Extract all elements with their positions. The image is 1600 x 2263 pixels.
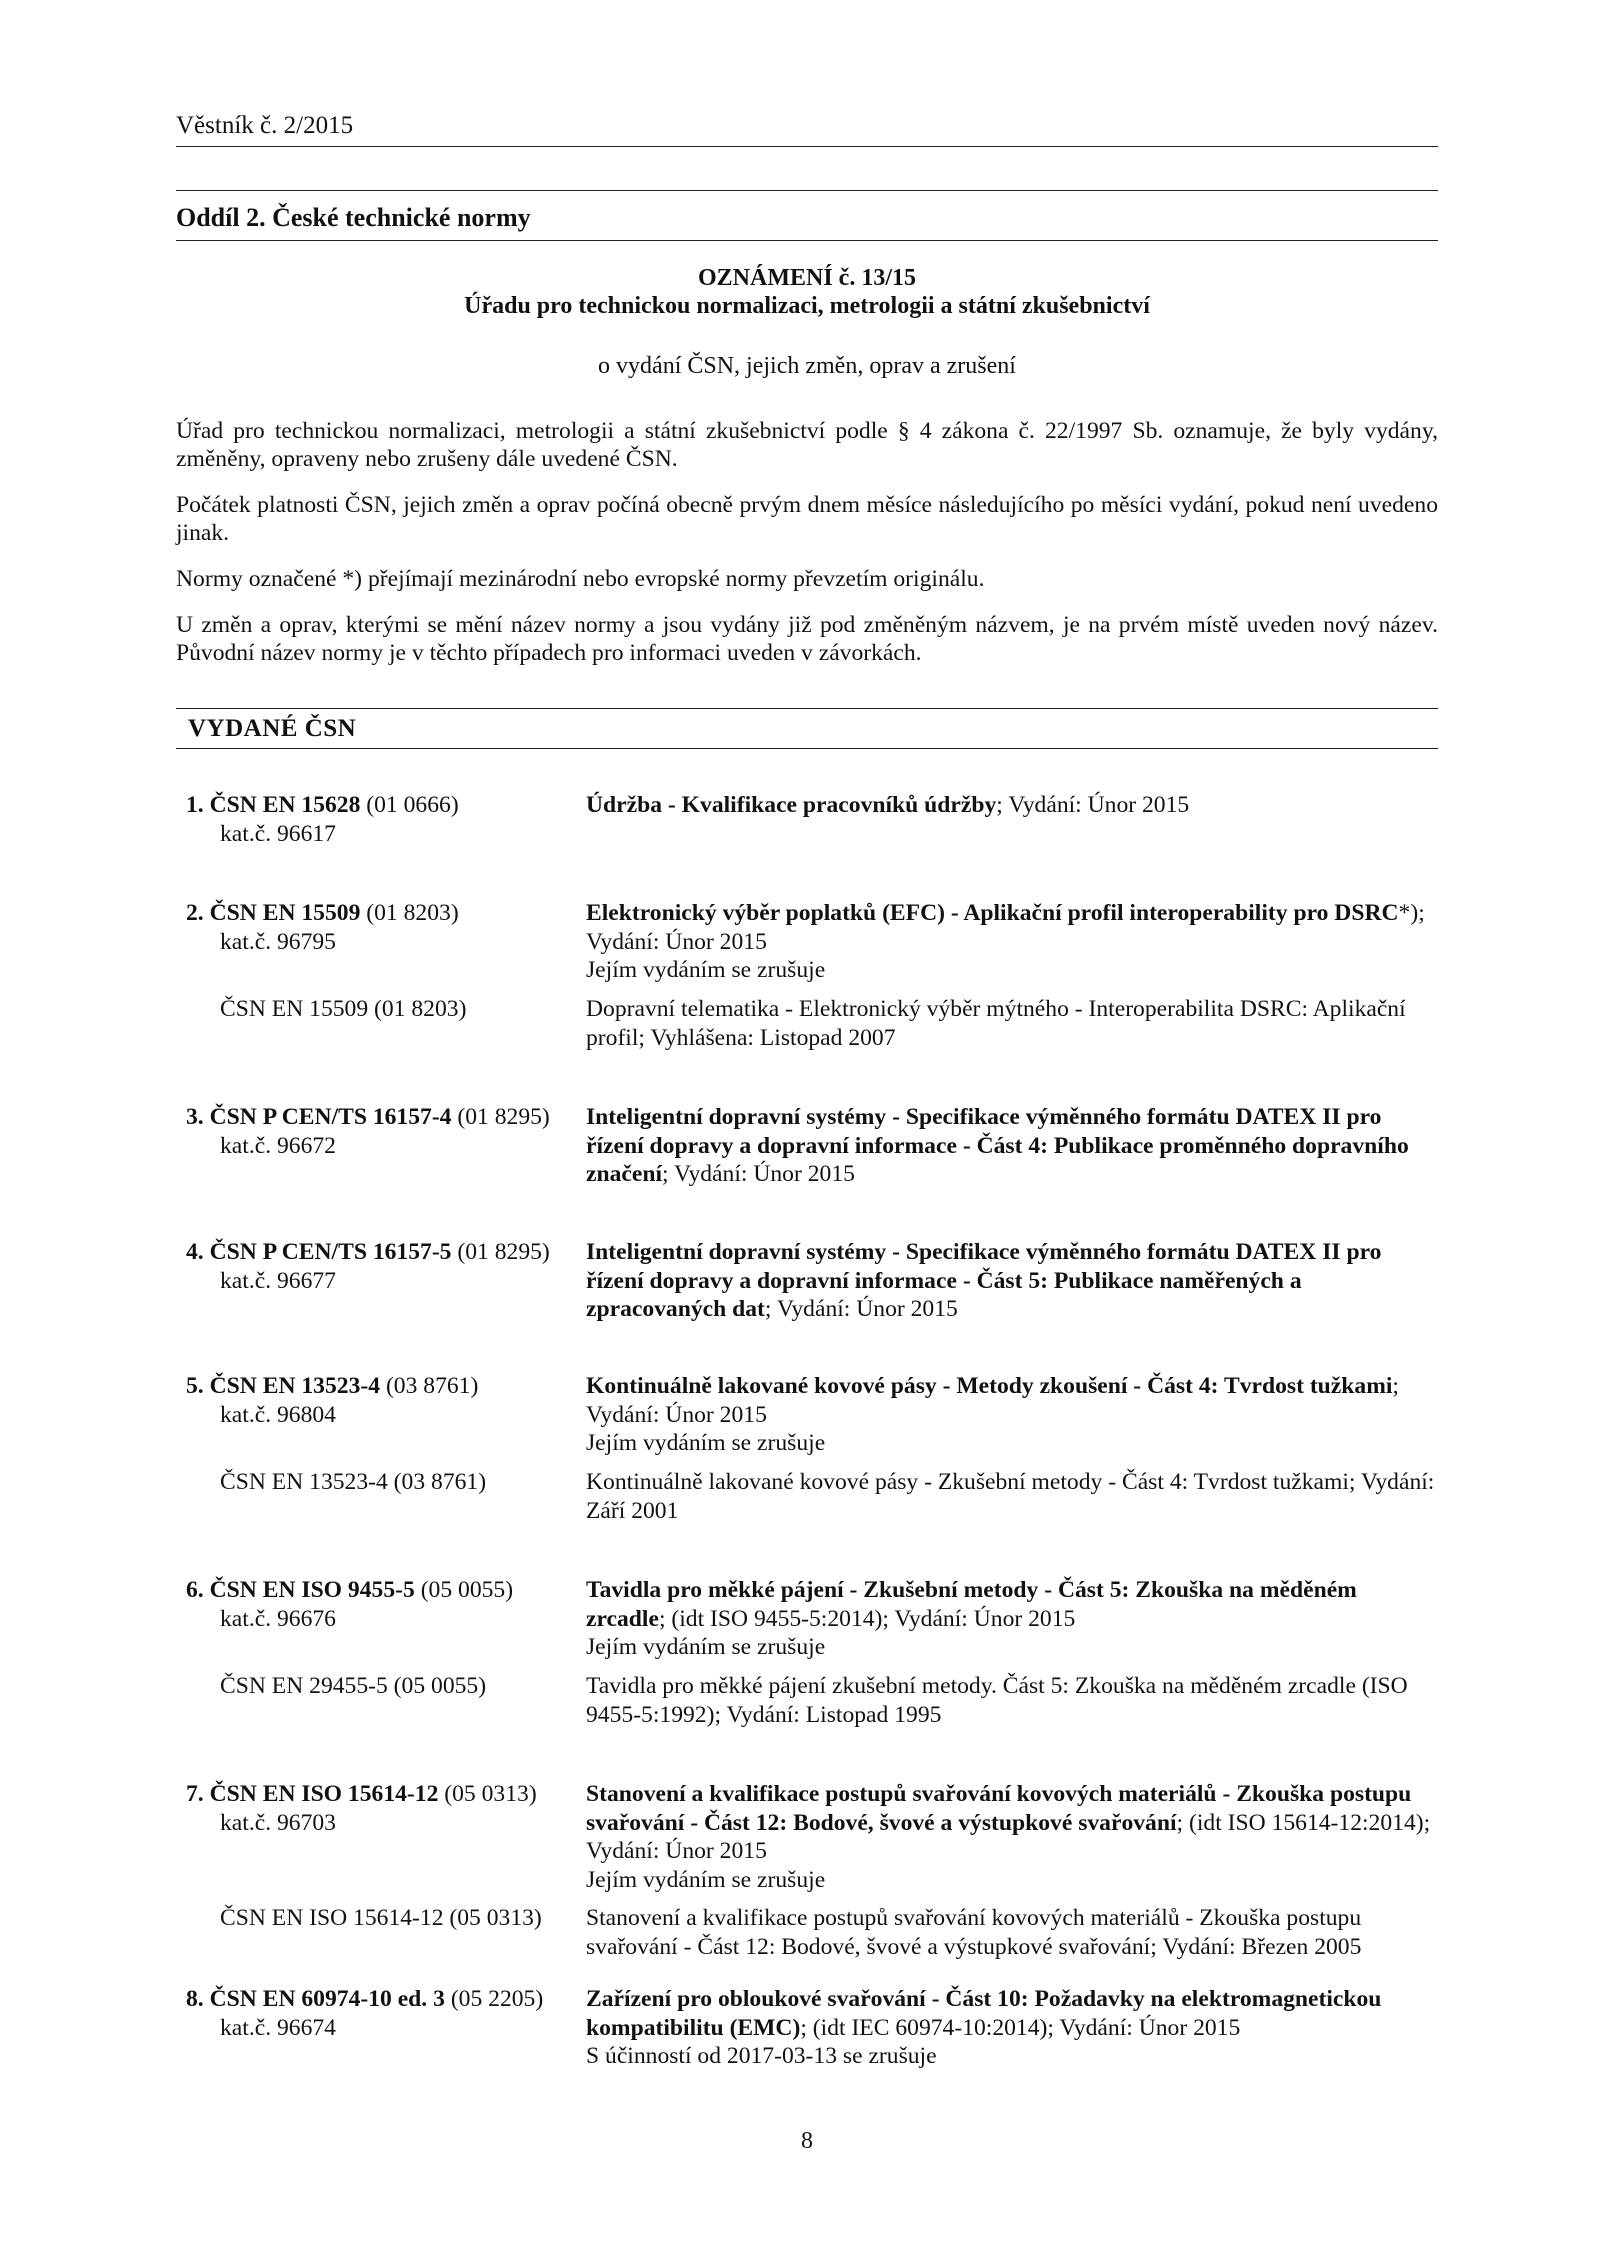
entry-identifier: 3. ČSN P CEN/TS 16157-4 (01 8295) kat.č. 96672 [186,1103,586,1160]
page-number: 8 [801,2128,813,2154]
cancels-note: Jejím vydáním se zrušuje [586,957,826,984]
entry-identifier: 6. ČSN EN ISO 9455-5 (05 0055) kat.č. 96676 [186,1576,586,1633]
notice-about: o vydání ČSN, jejich změn, oprav a zrušení [598,353,1016,379]
issued-rule-top [176,708,1438,709]
entry-description: Zařízení pro obloukové svařování - Část 10: Požadavky na elektromagnetickou kompatibilitu (EMC); (idt IEC 60974-10:2014); Vydání: Únor 2015 S účinností od 2017-03-13 se zrušuje [586,1985,1438,2071]
replaced-code: ČSN EN ISO 15614-12 (05 0313) [220,1905,542,1931]
standard-title: Údržba - Kvalifikace pracovníků údržby [586,792,997,818]
catalog-number: kat.č. 96617 [220,820,336,847]
standard-title: Kontinuálně lakované kovové pásy - Metody zkoušení - Část 4: Tvrdost tužkami [586,1373,1393,1399]
cancels-note: Jejím vydáním se zrušuje [586,1866,826,1893]
adoption-paragraph: Normy označené *) přejímají mezinárodní nebo evropské normy převzetím originálu. [176,566,985,592]
header-rule [176,146,1438,147]
standard-title: Tavidla pro měkké pájení - Zkušební metody - Část 5: Zkouška na měděném zrcadle [586,1577,1357,1632]
catalog-number: kat.č. 96672 [220,1132,336,1159]
replaced-description: Kontinuálně lakované kovové pásy - Zkušební metody - Část 4: Tvrdost tužkami; Vydání: Září 2001 [586,1469,1435,1524]
entry-description: Kontinuálně lakované kovové pásy - Metody zkoušení - Část 4: Tvrdost tužkami; Vydání: Únor 2015 Jejím vydáním se zrušuje [586,1372,1438,1458]
replaced-description: Dopravní telematika - Elektronický výběr mýtného - Interoperabilita DSRC: Aplikační profil; Vyhlášena: Listopad 2007 [586,996,1406,1051]
replaced-code: ČSN EN 29455-5 (05 0055) [220,1673,487,1699]
cancels-note: Jejím vydáním se zrušuje [586,1634,826,1661]
cancels-note: S účinností od 2017-03-13 se zrušuje [586,2043,937,2070]
entry-identifier: 8. ČSN EN 60974-10 ed. 3 (05 2205) kat.č. 96674 [186,1985,586,2042]
standard-title: Inteligentní dopravní systémy - Specifikace výměnného formátu DATEX II pro řízení dopravy a dopravní informace - Část 5: Publikace naměřených a zpracovaných dat [586,1239,1382,1323]
replaced-description: Stanovení a kvalifikace postupů svařování kovových materiálů - Zkouška postupu svařování - Část 12: Bodové, švové a výstupkové svařování; Vydání: Březen 2005 [586,1905,1362,1960]
catalog-number: kat.č. 96674 [220,2014,336,2041]
section-rule-bottom [176,240,1438,241]
entry-description: Inteligentní dopravní systémy - Specifikace výměnného formátu DATEX II pro řízení dopravy a dopravní informace - Část 4: Publikace proměnného dopravního značení; Vydání: Únor 2015 [586,1104,1409,1188]
standard-title: Elektronický výběr poplatků (EFC) - Aplikační profil interoperability pro DSRC [586,900,1399,926]
title-change-paragraph: U změn a oprav, kterými se mění název normy a jsou vydány již pod změněným názvem, je na prvém místě uveden nový název. Původní název normy je v těchto případech pro informaci uveden v závorkách. [176,612,1438,666]
running-head: Věstník č. 2/2015 [176,112,354,139]
entry-identifier: 7. ČSN EN ISO 15614-12 (05 0313) kat.č. 96703 [186,1780,586,1837]
replaced-description: Tavidla pro měkké pájení zkušební metody. Část 5: Zkouška na měděném zrcadle (ISO 9455-5:1992); Vydání: Listopad 1995 [586,1673,1408,1728]
notice-subtitle: Úřadu pro technickou normalizaci, metrologii a státní zkušebnictví [464,293,1150,319]
catalog-number: kat.č. 96795 [220,928,336,955]
standard-title: Stanovení a kvalifikace postupů svařování kovových materiálů - Zkouška postupu svařování - Část 12: Bodové, švové a výstupkové svařování [586,1781,1412,1836]
validity-paragraph: Počátek platnosti ČSN, jejich změn a oprav počíná obecně prvým dnem měsíce následujícího po měsíci vydání, pokud není uvedeno jinak. [176,492,1438,546]
entry-identifier: 5. ČSN EN 13523-4 (03 8761) kat.č. 96804 [186,1372,586,1429]
catalog-number: kat.č. 96676 [220,1605,336,1632]
section-rule-top [176,190,1438,191]
catalog-number: kat.č. 96703 [220,1809,336,1836]
entry-description: Stanovení a kvalifikace postupů svařování kovových materiálů - Zkouška postupu svařování - Část 12: Bodové, švové a výstupkové svařování; (idt ISO 15614-12:2014); Vydání: Únor 2015 Jejím vydáním se zrušuje [586,1780,1438,1894]
standard-title: Inteligentní dopravní systémy - Specifikace výměnného formátu DATEX II pro řízení dopravy a dopravní informace - Část 4: Publikace proměnného dopravního značení [586,1104,1409,1188]
cancels-note: Jejím vydáním se zrušuje [586,1430,826,1457]
replaced-code: ČSN EN 15509 (01 8203) [220,996,467,1022]
entry-description: Elektronický výběr poplatků (EFC) - Aplikační profil interoperability pro DSRC*); Vydání: Únor 2015 Jejím vydáním se zrušuje [586,899,1438,985]
section-title: Oddíl 2. České technické normy [176,203,531,232]
entry-identifier: 4. ČSN P CEN/TS 16157-5 (01 8295) kat.č. 96677 [186,1238,586,1295]
intro-paragraph: Úřad pro technickou normalizaci, metrologii a státní zkušebnictví podle § 4 zákona č. 22/1997 Sb. oznamuje, že byly vydány, změněny, opraveny nebo zrušeny dále uvedené ČSN. [176,418,1438,472]
entry-identifier: 2. ČSN EN 15509 (01 8203) kat.č. 96795 [186,899,586,956]
issued-rule-bottom [176,748,1438,749]
replaced-code: ČSN EN 13523-4 (03 8761) [220,1469,487,1495]
issued-heading: VYDANÉ ČSN [188,715,357,742]
entry-description: Údržba - Kvalifikace pracovníků údržby; Vydání: Únor 2015 [586,792,1190,818]
catalog-number: kat.č. 96677 [220,1267,336,1294]
catalog-number: kat.č. 96804 [220,1401,336,1428]
entry-description: Inteligentní dopravní systémy - Specifikace výměnného formátu DATEX II pro řízení dopravy a dopravní informace - Část 5: Publikace naměřených a zpracovaných dat; Vydání: Únor 2015 [586,1239,1382,1323]
standard-title: Zařízení pro obloukové svařování - Část 10: Požadavky na elektromagnetickou kompatibilitu (EMC) [586,1986,1382,2041]
entry-description: Tavidla pro měkké pájení - Zkušební metody - Část 5: Zkouška na měděném zrcadle; (idt ISO 9455-5:2014); Vydání: Únor 2015 Jejím vydáním se zrušuje [586,1576,1438,1662]
entry-identifier: 1. ČSN EN 15628 (01 0666) kat.č. 96617 [186,791,586,848]
notice-title: OZNÁMENÍ č. 13/15 [698,265,916,291]
